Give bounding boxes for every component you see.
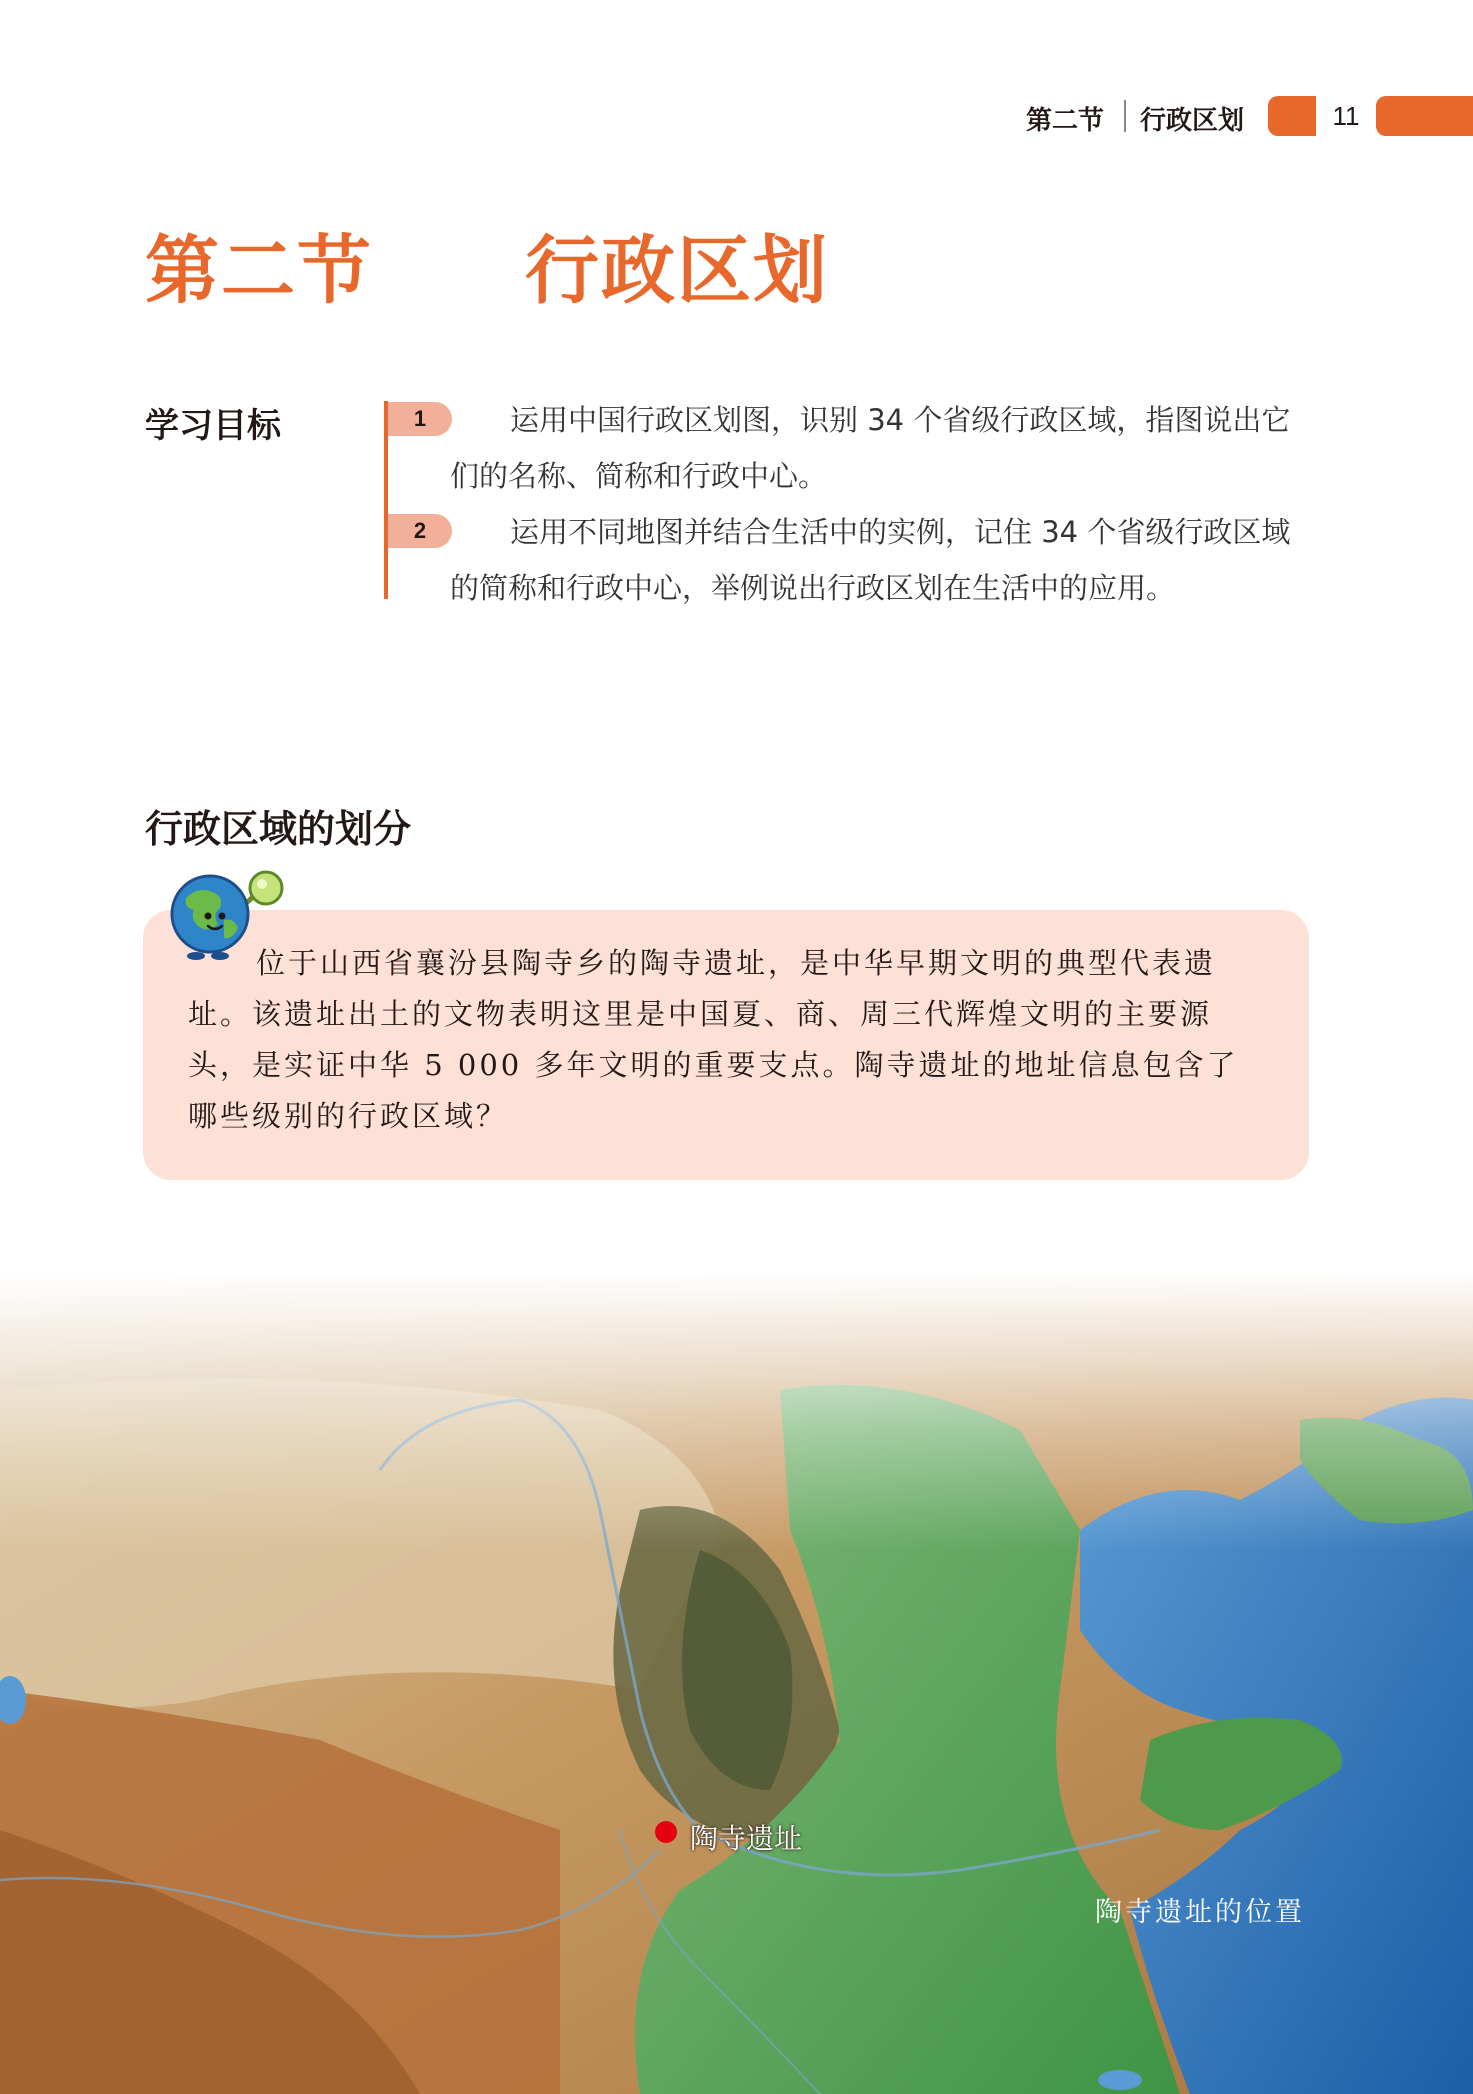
objective-number-2: 2 xyxy=(388,514,452,548)
objective-text-2: 运用不同地图并结合生活中的实例，记住 34 个省级行政区域的简称和行政中心，举例说出行政区划在生活中的应用。 xyxy=(450,515,1291,605)
objective-text-1: 运用中国行政区划图，识别 34 个省级行政区域，指图说出它们的名称、简称和行政中心。 xyxy=(450,403,1291,493)
page-number: 11 xyxy=(1316,96,1376,136)
running-header xyxy=(0,96,1473,140)
globe-mascot-icon xyxy=(168,868,288,968)
running-header-title: 行政区划 xyxy=(1140,106,1245,136)
map-site-label: 陶寺遗址 xyxy=(690,1822,803,1855)
header-tab-decoration xyxy=(1268,96,1316,136)
terrain-map xyxy=(0,1270,1473,2094)
objective-number-1: 1 xyxy=(388,402,452,436)
site-marker xyxy=(655,1821,677,1843)
running-header-section: 第二节 xyxy=(1026,106,1105,136)
section-heading: 行政区域的划分 xyxy=(145,807,412,851)
question-text: 位于山西省襄汾县陶寺乡的陶寺遗址，是中华早期文明的典型代表遗址。该遗址出土的文物表明这里是中国夏、商、周三代辉煌文明的主要源头，是实证中华 5 000 多年文明的重要支点。陶寺遗址的地址信息包含了哪些级别的行政区域？ xyxy=(188,946,1239,1133)
map-caption: 陶寺遗址的位置 xyxy=(1095,1897,1305,1928)
page-title: 第二节 行政区划 xyxy=(145,228,829,314)
objectives-label: 学习目标 xyxy=(145,406,281,446)
header-tab-decoration-right xyxy=(1376,96,1473,136)
running-header-divider xyxy=(1124,100,1126,132)
